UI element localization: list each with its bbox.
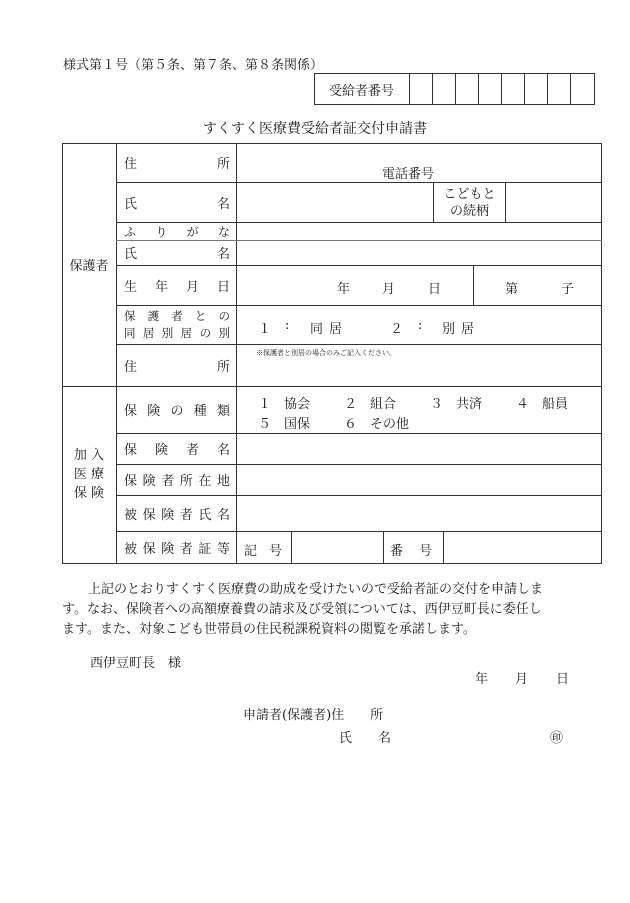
- applicant-name-label: 氏 名: [339, 731, 392, 746]
- relation-label-line1: こどもと: [443, 186, 496, 202]
- insurance-type-1[interactable]: １ 協会: [258, 397, 311, 412]
- statement: [62, 580, 602, 640]
- dob-month: 月: [382, 282, 396, 297]
- recipient-digit-2[interactable]: [433, 74, 455, 104]
- furigana-label: ふ り が な: [124, 224, 230, 239]
- relation-field[interactable]: [506, 183, 601, 222]
- recipient-number-label: 受給者番号: [328, 83, 394, 99]
- insurance-section-label-2: 医 療: [73, 467, 105, 482]
- dob-day: 日: [428, 282, 442, 297]
- insured-name-field[interactable]: [237, 496, 601, 531]
- statement-line-1: 上記のとおりすくすく医療費の助成を受けたいので受給者証の交付を申請しま: [88, 582, 544, 597]
- phone-label: 電話番号: [382, 167, 435, 182]
- statement-line-3: ます。また、対象こども世帯員の住民税課税資料の閲覧を承諾します。: [62, 622, 476, 637]
- insurance-section-label-3: 保 険: [73, 486, 105, 501]
- guardian-address-label: 住 所: [124, 157, 230, 172]
- child-name-field[interactable]: [237, 241, 601, 265]
- child-address-field[interactable]: [237, 358, 601, 386]
- insured-name-label: 被 保 険 者 氏 名: [124, 507, 230, 523]
- card-symbol-label: 記号: [244, 544, 295, 559]
- guardian-name-field[interactable]: [237, 183, 433, 222]
- seal-mark-icon: ㊞: [550, 731, 564, 746]
- recipient-digit-1[interactable]: [410, 74, 432, 104]
- recipient-digit-3[interactable]: [456, 74, 478, 104]
- dob-label: 生 年 月 日: [124, 279, 230, 295]
- insurance-section-label: [62, 386, 116, 563]
- insurance-type-4[interactable]: ４ 船員: [516, 397, 569, 412]
- insurer-name-label: 保 険 者 名: [124, 443, 230, 458]
- dob-year: 年: [337, 282, 351, 297]
- recipient-digit-7[interactable]: [548, 74, 570, 104]
- cohabit-separator-1: :: [285, 318, 290, 333]
- child-name-label: 氏 名: [124, 247, 230, 262]
- cohabit-option-2-number: ２: [390, 322, 404, 337]
- addressee: 西伊豆町長 様: [90, 656, 182, 671]
- relation-label-line2: の続柄: [449, 203, 489, 219]
- guardian-section-label: 保護者: [69, 259, 109, 274]
- birth-order-prefix: 第: [505, 282, 519, 297]
- insurance-type-label: 保 険 の 種 類: [124, 404, 230, 419]
- insurance-type-6[interactable]: ６ その他: [344, 417, 410, 432]
- insurance-type-2[interactable]: ２ 組合: [344, 397, 397, 412]
- recipient-digit-4[interactable]: [479, 74, 501, 104]
- insurer-name-field[interactable]: [237, 434, 601, 464]
- applicant-address-label: 申請者(保護者)住 所: [243, 708, 384, 723]
- child-address-note: ※保護者と別居の場合のみご記入ください。: [256, 349, 396, 357]
- cohabit-label: 保 護 者 と の 同 居 別 居 の 別: [124, 309, 230, 340]
- furigana-field[interactable]: [237, 223, 601, 240]
- recipient-digit-6[interactable]: [525, 74, 547, 104]
- cohabit-option-2[interactable]: 別居: [442, 322, 481, 337]
- birth-order-suffix: 子: [561, 282, 575, 297]
- insurer-address-label: 保 険 者 所 在 地: [124, 474, 230, 489]
- form-title: すくすく医療費受給者証交付申請書: [203, 121, 427, 137]
- card-number-label: 番号: [390, 544, 449, 559]
- card-number-field[interactable]: [444, 532, 601, 563]
- insurance-type-5[interactable]: ５ 国保: [258, 417, 311, 432]
- cohabit-option-1[interactable]: 同居: [310, 322, 349, 337]
- relation-label: [434, 183, 505, 222]
- cohabit-separator-2: :: [418, 318, 423, 333]
- form-reference: 様式第１号（第５条、第７条、第８条関係）: [63, 58, 324, 73]
- insurance-section-label-1: 加 入: [73, 448, 105, 463]
- application-date-year: 年: [475, 672, 489, 687]
- child-address-label: 住 所: [124, 359, 230, 375]
- statement-line-2: す。なお、保険者への高額療養費の請求及び受領については、西伊豆町長に委任し: [62, 602, 542, 617]
- recipient-digit-8[interactable]: [571, 74, 594, 104]
- application-date-month: 月: [515, 672, 529, 687]
- recipient-digit-5[interactable]: [502, 74, 524, 104]
- insurance-type-3[interactable]: ３ 共済: [430, 397, 483, 412]
- applicant-name-field[interactable]: [400, 723, 540, 745]
- card-symbol-field[interactable]: [292, 532, 383, 563]
- application-date-day: 日: [556, 672, 570, 687]
- applicant-address-field[interactable]: [400, 700, 600, 722]
- insurer-address-field[interactable]: [237, 465, 601, 495]
- cohabit-option-1-number: １: [258, 322, 272, 337]
- guardian-name-label: 氏 名: [124, 196, 230, 212]
- insurance-card-label: 被 保 険 者 証 等: [124, 541, 230, 557]
